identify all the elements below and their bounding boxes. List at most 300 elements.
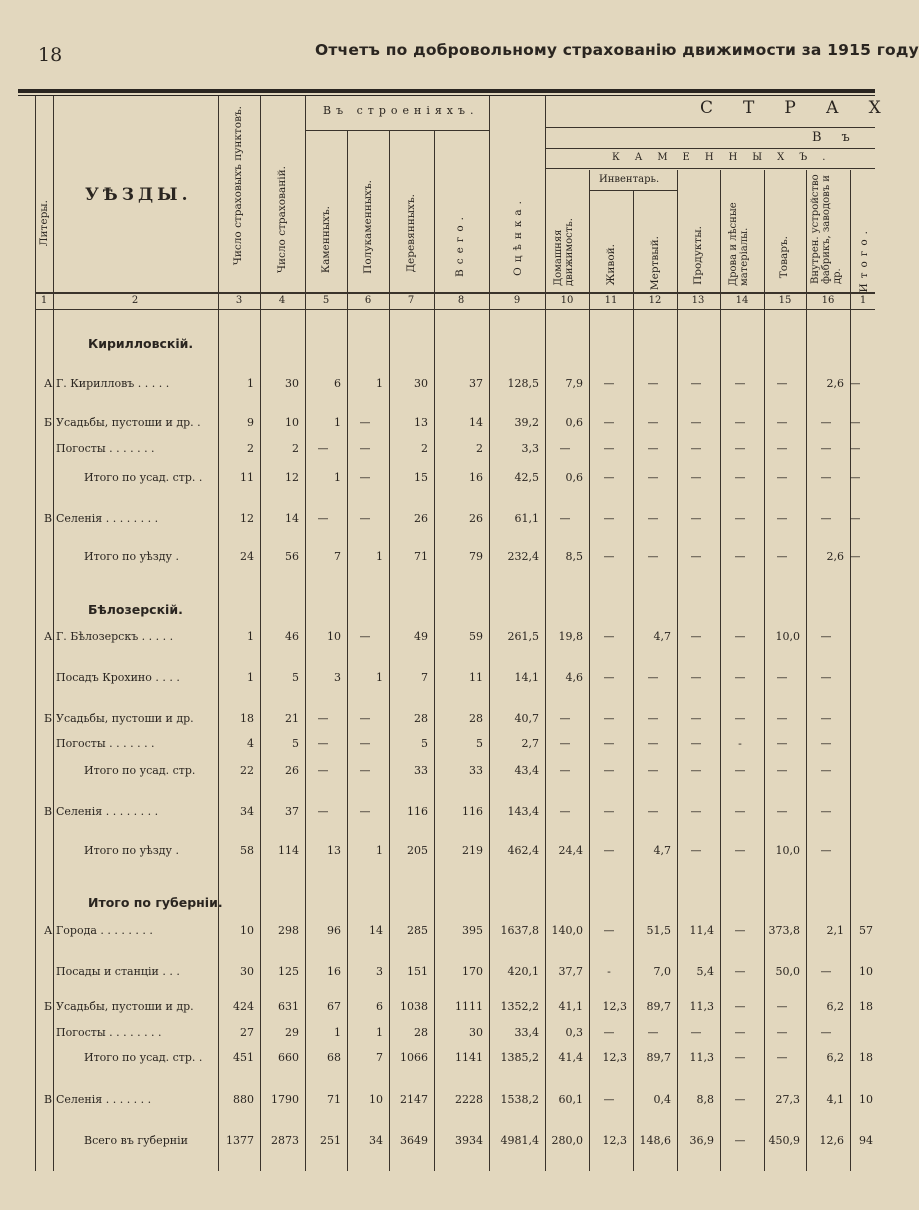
header-bottom-rule: [35, 292, 875, 294]
table-cell: 1: [334, 1026, 341, 1039]
table-cell: —: [820, 965, 832, 978]
header-v-stroeniyakh: Въ строеніяхъ.: [323, 104, 479, 117]
column-number: 14: [735, 295, 749, 306]
table-cell: —: [647, 1026, 659, 1039]
table-cell: —: [734, 442, 746, 455]
col-border: [677, 170, 678, 1171]
table-cell: 57: [859, 924, 873, 937]
table-cell: —: [647, 377, 659, 390]
table-cell: 14,1: [514, 671, 539, 684]
table-cell: 5: [292, 671, 299, 684]
row-label: Погосты . . . . . . .: [56, 442, 155, 455]
table-cell: —: [849, 442, 861, 455]
table-cell: 1385,2: [500, 1051, 539, 1064]
table-cell: 1352,2: [500, 1000, 539, 1013]
table-cell: —: [849, 416, 861, 429]
table-cell: 13: [327, 844, 341, 857]
table-cell: —: [776, 712, 788, 725]
header-c17: Итого.: [858, 226, 870, 293]
table-cell: 462,4: [507, 844, 539, 857]
table-cell: —: [359, 416, 371, 429]
table-cell: 2,7: [521, 737, 539, 750]
table-cell: 89,7: [646, 1000, 671, 1013]
col-border: [633, 190, 634, 1171]
table-cell: 4: [247, 737, 254, 750]
table-cell: 3: [334, 671, 341, 684]
header-c9: Оцѣнка.: [512, 196, 524, 276]
column-number: 15: [778, 295, 792, 306]
row-label: Усадьбы, пустоши и др.: [56, 712, 194, 725]
table-cell: —: [820, 442, 832, 455]
table-cell: 5: [476, 737, 483, 750]
table-cell: 34: [240, 805, 254, 818]
table-cell: 631: [278, 1000, 299, 1013]
table-cell: 10,0: [775, 630, 800, 643]
table-cell: —: [603, 512, 615, 525]
table-cell: 61,1: [514, 512, 539, 525]
table-cell: -: [738, 737, 742, 750]
table-cell: —: [734, 416, 746, 429]
table-cell: 1066: [400, 1051, 428, 1064]
table-cell: —: [776, 416, 788, 429]
table-cell: 18: [240, 712, 254, 725]
table-cell: —: [776, 671, 788, 684]
table-cell: 251: [320, 1134, 341, 1147]
table-cell: —: [820, 844, 832, 857]
table-cell: 27,3: [775, 1093, 800, 1106]
table-cell: 28: [414, 1026, 428, 1039]
table-cell: 1: [376, 550, 383, 563]
table-cell: —: [559, 712, 571, 725]
table-cell: —: [820, 805, 832, 818]
table-cell: 450,9: [768, 1134, 800, 1147]
table-cell: —: [603, 416, 615, 429]
table-cell: 285: [407, 924, 428, 937]
table-cell: —: [690, 442, 702, 455]
table-cell: 7: [376, 1051, 383, 1064]
table-cell: 1: [247, 630, 254, 643]
table-cell: 89,7: [646, 1051, 671, 1064]
table-cell: 1: [247, 671, 254, 684]
table-cell: —: [559, 442, 571, 455]
table-cell: 6: [334, 377, 341, 390]
table-cell: 125: [278, 965, 299, 978]
table-cell: —: [776, 764, 788, 777]
table-cell: 49: [414, 630, 428, 643]
table-cell: —: [776, 512, 788, 525]
table-cell: —: [734, 924, 746, 937]
section-title-guberniya: Итого по губерніи.: [88, 895, 223, 910]
table-cell: —: [359, 512, 371, 525]
table-cell: —: [647, 805, 659, 818]
table-cell: —: [820, 1026, 832, 1039]
table-cell: —: [647, 471, 659, 484]
table-cell: 33: [469, 764, 483, 777]
table-cell: 2873: [271, 1134, 299, 1147]
table-cell: 11: [469, 671, 483, 684]
table-cell: 3934: [455, 1134, 483, 1147]
running-head: Отчетъ по добровольному страхованію движимости за 1915 году: [315, 41, 919, 59]
table-cell: 10: [369, 1093, 383, 1106]
column-number: 6: [364, 295, 372, 306]
table-cell: 2: [247, 442, 254, 455]
row-label: Посады и станціи . . .: [56, 965, 180, 978]
table-cell: 10,0: [775, 844, 800, 857]
table-cell: 2: [421, 442, 428, 455]
table-cell: —: [820, 712, 832, 725]
table-cell: 22: [240, 764, 254, 777]
table-cell: 1: [376, 844, 383, 857]
table-cell: 30: [414, 377, 428, 390]
table-cell: 7,9: [565, 377, 583, 390]
table-cell: —: [690, 805, 702, 818]
table-cell: —: [647, 712, 659, 725]
table-cell: —: [603, 442, 615, 455]
col-border: [589, 170, 590, 1171]
table-cell: —: [690, 512, 702, 525]
table-cell: —: [559, 805, 571, 818]
table-cell: 1141: [455, 1051, 483, 1064]
table-cell: 1538,2: [500, 1093, 539, 1106]
table-cell: —: [359, 764, 371, 777]
table-cell: 26: [285, 764, 299, 777]
row-letter: В: [44, 1093, 53, 1106]
section-title-kirillov: Кирилловскій.: [88, 336, 194, 351]
table-cell: —: [359, 442, 371, 455]
table-cell: 16: [469, 471, 483, 484]
row-label: Усадьбы, пустоши и др.: [56, 1000, 194, 1013]
table-cell: 2: [476, 442, 483, 455]
table-cell: 3: [376, 965, 383, 978]
header-c16: Внутрен. устройство фабрикъ, заводовъ и др.: [810, 174, 843, 284]
header-kamennykh: КАМЕННЫХЪ.: [612, 152, 841, 163]
table-cell: 24,4: [558, 844, 583, 857]
table-cell: 170: [462, 965, 483, 978]
column-number: 10: [560, 295, 574, 306]
table-cell: —: [317, 737, 329, 750]
table-cell: —: [734, 512, 746, 525]
table-cell: —: [359, 712, 371, 725]
row-letter: Б: [44, 416, 53, 429]
table-cell: —: [690, 712, 702, 725]
subhead-rule: [545, 127, 875, 128]
table-cell: 0,6: [565, 471, 583, 484]
table-cell: —: [734, 844, 746, 857]
table-cell: —: [690, 416, 702, 429]
table-cell: —: [776, 737, 788, 750]
table-cell: 6: [376, 1000, 383, 1013]
table-cell: 15: [414, 471, 428, 484]
table-cell: —: [734, 1134, 746, 1147]
table-cell: 205: [407, 844, 428, 857]
table-cell: 12,3: [602, 1051, 627, 1064]
table-cell: 2147: [400, 1093, 428, 1106]
table-cell: —: [690, 764, 702, 777]
table-cell: 1790: [271, 1093, 299, 1106]
table-cell: 28: [414, 712, 428, 725]
table-cell: —: [690, 471, 702, 484]
table-cell: —: [776, 471, 788, 484]
table-cell: —: [647, 442, 659, 455]
row-label: Г. Кирилловъ . . . . .: [56, 377, 170, 390]
header-v: Въ: [812, 130, 870, 145]
table-cell: 26: [414, 512, 428, 525]
column-number: 1: [859, 295, 867, 306]
header-c11: Живой.: [605, 244, 617, 286]
table-cell: 14: [469, 416, 483, 429]
header-literi: Литеры.: [38, 200, 50, 247]
table-cell: 50,0: [775, 965, 800, 978]
table-cell: —: [820, 630, 832, 643]
table-cell: —: [690, 671, 702, 684]
table-cell: —: [734, 805, 746, 818]
table-cell: —: [820, 737, 832, 750]
table-cell: —: [359, 630, 371, 643]
table-cell: —: [359, 737, 371, 750]
table-cell: —: [849, 550, 861, 563]
table-cell: 29: [285, 1026, 299, 1039]
header-c14: Дрова и лѣсные матеріалы.: [728, 202, 750, 286]
column-number: 11: [604, 295, 618, 306]
table-cell: —: [603, 1026, 615, 1039]
table-cell: 11: [240, 471, 254, 484]
table-cell: —: [776, 1000, 788, 1013]
table-cell: —: [820, 416, 832, 429]
table-cell: 373,8: [768, 924, 800, 937]
table-cell: —: [647, 671, 659, 684]
table-cell: 12: [240, 512, 254, 525]
table-cell: —: [690, 844, 702, 857]
table-cell: 18: [859, 1051, 873, 1064]
table-cell: —: [849, 512, 861, 525]
section-title-beloozero: Бѣлозерскій.: [88, 602, 183, 617]
table-cell: —: [776, 377, 788, 390]
table-cell: 71: [414, 550, 428, 563]
column-number: 4: [278, 295, 286, 306]
table-cell: 36,9: [689, 1134, 714, 1147]
table-cell: 68: [327, 1051, 341, 1064]
table-cell: —: [603, 630, 615, 643]
table-cell: 114: [278, 844, 299, 857]
table-cell: —: [603, 671, 615, 684]
table-cell: 660: [278, 1051, 299, 1064]
table-cell: —: [603, 550, 615, 563]
table-cell: 2,1: [826, 924, 844, 937]
table-cell: 40,7: [514, 712, 539, 725]
table-cell: 151: [407, 965, 428, 978]
table-cell: 14: [285, 512, 299, 525]
table-cell: —: [690, 630, 702, 643]
table-cell: —: [559, 737, 571, 750]
table-cell: 12: [285, 471, 299, 484]
table-cell: 451: [233, 1051, 254, 1064]
header-c3: Число страховыхъ пунктовъ.: [232, 106, 244, 266]
table-cell: —: [734, 671, 746, 684]
table-cell: 28: [469, 712, 483, 725]
column-number: 1: [40, 295, 48, 306]
table-cell: 7: [334, 550, 341, 563]
table-cell: 4,7: [653, 844, 671, 857]
table-cell: 116: [407, 805, 428, 818]
table-cell: 5,4: [696, 965, 714, 978]
table-cell: 1: [334, 416, 341, 429]
table-cell: —: [603, 377, 615, 390]
table-cell: —: [603, 471, 615, 484]
table-cell: 1: [247, 377, 254, 390]
row-letter: Б: [44, 1000, 53, 1013]
table-cell: 46: [285, 630, 299, 643]
row-letter: Б: [44, 712, 53, 725]
row-label: Всего въ губерніи: [84, 1134, 188, 1147]
table-cell: 94: [859, 1134, 873, 1147]
table-cell: 12,3: [602, 1134, 627, 1147]
table-cell: 13: [414, 416, 428, 429]
table-cell: —: [603, 764, 615, 777]
table-cell: —: [359, 471, 371, 484]
table-cell: 7,0: [653, 965, 671, 978]
table-cell: 420,1: [507, 965, 539, 978]
table-cell: 10: [285, 416, 299, 429]
row-letter: А: [44, 630, 53, 643]
header-c13: Продукты.: [692, 226, 704, 285]
table-cell: —: [734, 471, 746, 484]
table-cell: —: [820, 764, 832, 777]
header-uezdy: УѢЗДЫ.: [85, 185, 192, 205]
table-cell: —: [603, 844, 615, 857]
col-border: [35, 96, 36, 1171]
col-border: [720, 170, 721, 1171]
table-cell: 4,1: [826, 1093, 844, 1106]
table-cell: 51,5: [646, 924, 671, 937]
table-cell: —: [690, 737, 702, 750]
table-cell: —: [820, 471, 832, 484]
table-cell: 128,5: [507, 377, 539, 390]
table-cell: —: [734, 1000, 746, 1013]
table-cell: —: [317, 805, 329, 818]
table-cell: 1111: [455, 1000, 483, 1013]
table-cell: —: [734, 1026, 746, 1039]
header-c12: Мертвый.: [649, 236, 661, 291]
table-cell: —: [603, 712, 615, 725]
table-cell: 37: [469, 377, 483, 390]
header-rule-thin: [18, 95, 875, 96]
table-cell: 10: [327, 630, 341, 643]
table-cell: —: [690, 377, 702, 390]
table-cell: —: [559, 764, 571, 777]
table-cell: —: [647, 737, 659, 750]
table-cell: —: [603, 924, 615, 937]
column-number: 9: [513, 295, 521, 306]
header-c6: Полукаменныхъ.: [362, 180, 374, 274]
colnum-rule: [35, 309, 875, 310]
table-cell: —: [647, 764, 659, 777]
table-cell: 26: [469, 512, 483, 525]
table-cell: 16: [327, 965, 341, 978]
row-label: Итого по уѣзду .: [84, 844, 179, 857]
table-cell: 3,3: [521, 442, 539, 455]
row-label: Погосты . . . . . . .: [56, 737, 155, 750]
table-cell: 1: [376, 671, 383, 684]
table-cell: 6,2: [826, 1051, 844, 1064]
table-cell: 56: [285, 550, 299, 563]
table-cell: 30: [285, 377, 299, 390]
table-cell: 2: [292, 442, 299, 455]
table-cell: —: [734, 1051, 746, 1064]
table-cell: 79: [469, 550, 483, 563]
col-border: [434, 130, 435, 1171]
table-cell: 59: [469, 630, 483, 643]
table-cell: 1: [376, 377, 383, 390]
col-border: [389, 130, 390, 1171]
table-cell: —: [734, 764, 746, 777]
table-cell: 1: [334, 471, 341, 484]
row-letter: В: [44, 512, 53, 525]
table-cell: —: [647, 512, 659, 525]
table-cell: 67: [327, 1000, 341, 1013]
table-cell: —: [317, 764, 329, 777]
table-cell: 10: [859, 965, 873, 978]
table-cell: 58: [240, 844, 254, 857]
row-letter: А: [44, 377, 53, 390]
table-cell: —: [647, 416, 659, 429]
row-label: Усадьбы, пустоши и др. .: [56, 416, 201, 429]
row-label: Селенія . . . . . . .: [56, 1093, 152, 1106]
table-cell: —: [317, 442, 329, 455]
header-c4: Число страхованій.: [276, 166, 288, 274]
table-cell: 12,3: [602, 1000, 627, 1013]
column-number: 7: [407, 295, 415, 306]
table-cell: 11,4: [689, 924, 714, 937]
subhead-rule: [305, 130, 489, 131]
table-cell: 96: [327, 924, 341, 937]
subhead-rule: [545, 148, 875, 149]
table-cell: -: [607, 965, 611, 978]
table-cell: 37: [285, 805, 299, 818]
table-cell: —: [776, 805, 788, 818]
table-cell: 71: [327, 1093, 341, 1106]
table-cell: 12,6: [819, 1134, 844, 1147]
table-cell: —: [734, 550, 746, 563]
table-cell: 298: [278, 924, 299, 937]
table-cell: —: [776, 1026, 788, 1039]
table-cell: 33: [414, 764, 428, 777]
table-cell: 148,6: [639, 1134, 671, 1147]
row-label: Г. Бѣлозерскъ . . . . .: [56, 630, 174, 643]
table-cell: —: [359, 805, 371, 818]
row-label: Посадъ Крохино . . . .: [56, 671, 180, 684]
table-cell: —: [776, 550, 788, 563]
table-cell: —: [647, 550, 659, 563]
table-cell: —: [690, 1026, 702, 1039]
column-number: 13: [691, 295, 705, 306]
column-number: 2: [131, 295, 139, 306]
table-cell: 1: [376, 1026, 383, 1039]
row-label: Селенія . . . . . . . .: [56, 805, 159, 818]
table-cell: 30: [240, 965, 254, 978]
table-cell: 2228: [455, 1093, 483, 1106]
table-cell: 9: [247, 416, 254, 429]
table-cell: —: [849, 471, 861, 484]
row-label: Итого по уѣзду .: [84, 550, 179, 563]
table-cell: 5: [421, 737, 428, 750]
table-cell: 395: [462, 924, 483, 937]
header-c7: Деревянныхъ.: [405, 194, 417, 273]
row-label: Города . . . . . . . .: [56, 924, 153, 937]
table-cell: 8,5: [565, 550, 583, 563]
row-label: Итого по усад. стр. .: [84, 471, 203, 484]
header-c8: Всего.: [454, 212, 466, 277]
table-cell: 10: [859, 1093, 873, 1106]
